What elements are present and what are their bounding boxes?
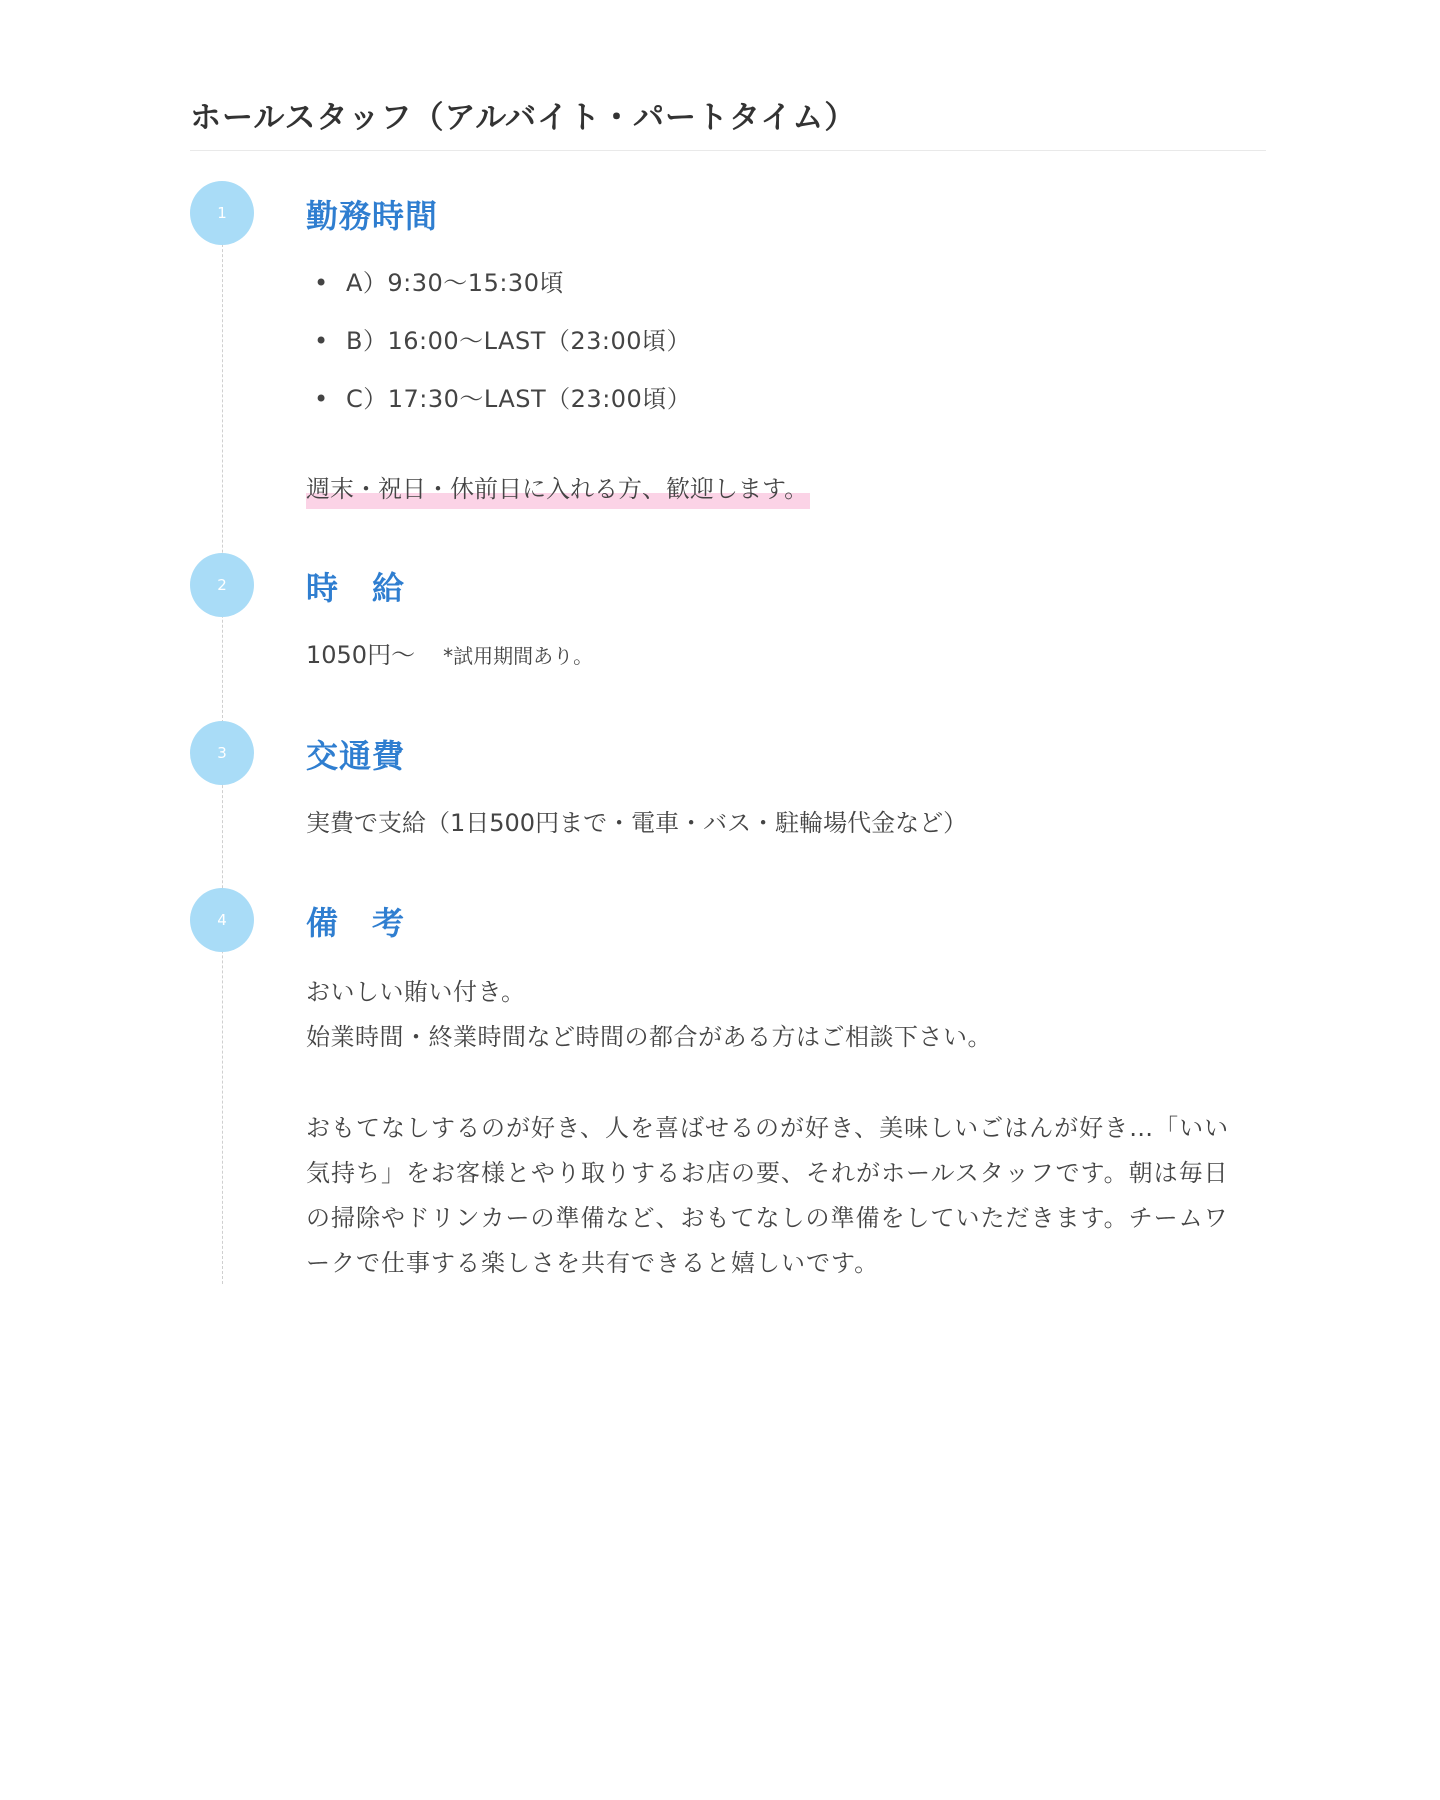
shift-item-c: • C）17:30〜LAST（23:00頃）: [306, 379, 1256, 437]
wage-amount: 1050円〜: [306, 641, 416, 669]
remarks-line-meals: おいしい賄い付き。: [306, 978, 526, 1006]
step-heading-hourly-wage: 時 給: [306, 569, 406, 607]
weekend-welcome-note: 週末・祝日・休前日に入れる方、歓迎します。: [306, 469, 810, 509]
shift-list: [306, 263, 1256, 437]
step-heading-transport: 交通費: [306, 737, 406, 775]
shift-item-a: • A）9:30〜15:30頃: [306, 263, 1256, 321]
hourly-wage-body: [306, 635, 1256, 676]
step-heading-remarks: 備 考: [306, 904, 406, 942]
paragraph-spacer: [306, 1060, 1256, 1106]
remarks-body: [306, 970, 1256, 1286]
transport-body: [306, 803, 1256, 843]
trial-period-note: *試用期間あり。: [443, 644, 594, 668]
remarks-line-hours: 始業時間・終業時間など時間の都合がある方はご相談下さい。: [306, 1023, 992, 1051]
step-number-badge: 4: [190, 888, 254, 952]
step-number-badge: 3: [190, 721, 254, 785]
shift-item-b: • B）16:00〜LAST（23:00頃）: [306, 321, 1256, 379]
transport-text: 実費で支給（1日500円まで・電車・バス・駐輪場代金など）: [306, 809, 968, 837]
page-title: ホールスタッフ（アルバイト・パートタイム）: [190, 100, 857, 136]
wage-line: [306, 635, 1256, 676]
title-divider: [190, 150, 1266, 151]
step-number-badge: 2: [190, 553, 254, 617]
step-number-badge: 1: [190, 181, 254, 245]
remarks-paragraph: おもてなしするのが好き、人を喜ばせるのが好き、美味しいごはんが好き…「いい気持ち」をお客様とやり取りするお店の要、それがホールスタッフです。朝は毎日の掃除やドリンカーの準備など、おもてなしの準備をしていただきます。チームワークで仕事する楽しさを共有できると嬉しいです。: [306, 1114, 1230, 1277]
step-heading-working-hours: 勤務時間: [306, 197, 439, 235]
working-hours-body: [306, 263, 1256, 509]
